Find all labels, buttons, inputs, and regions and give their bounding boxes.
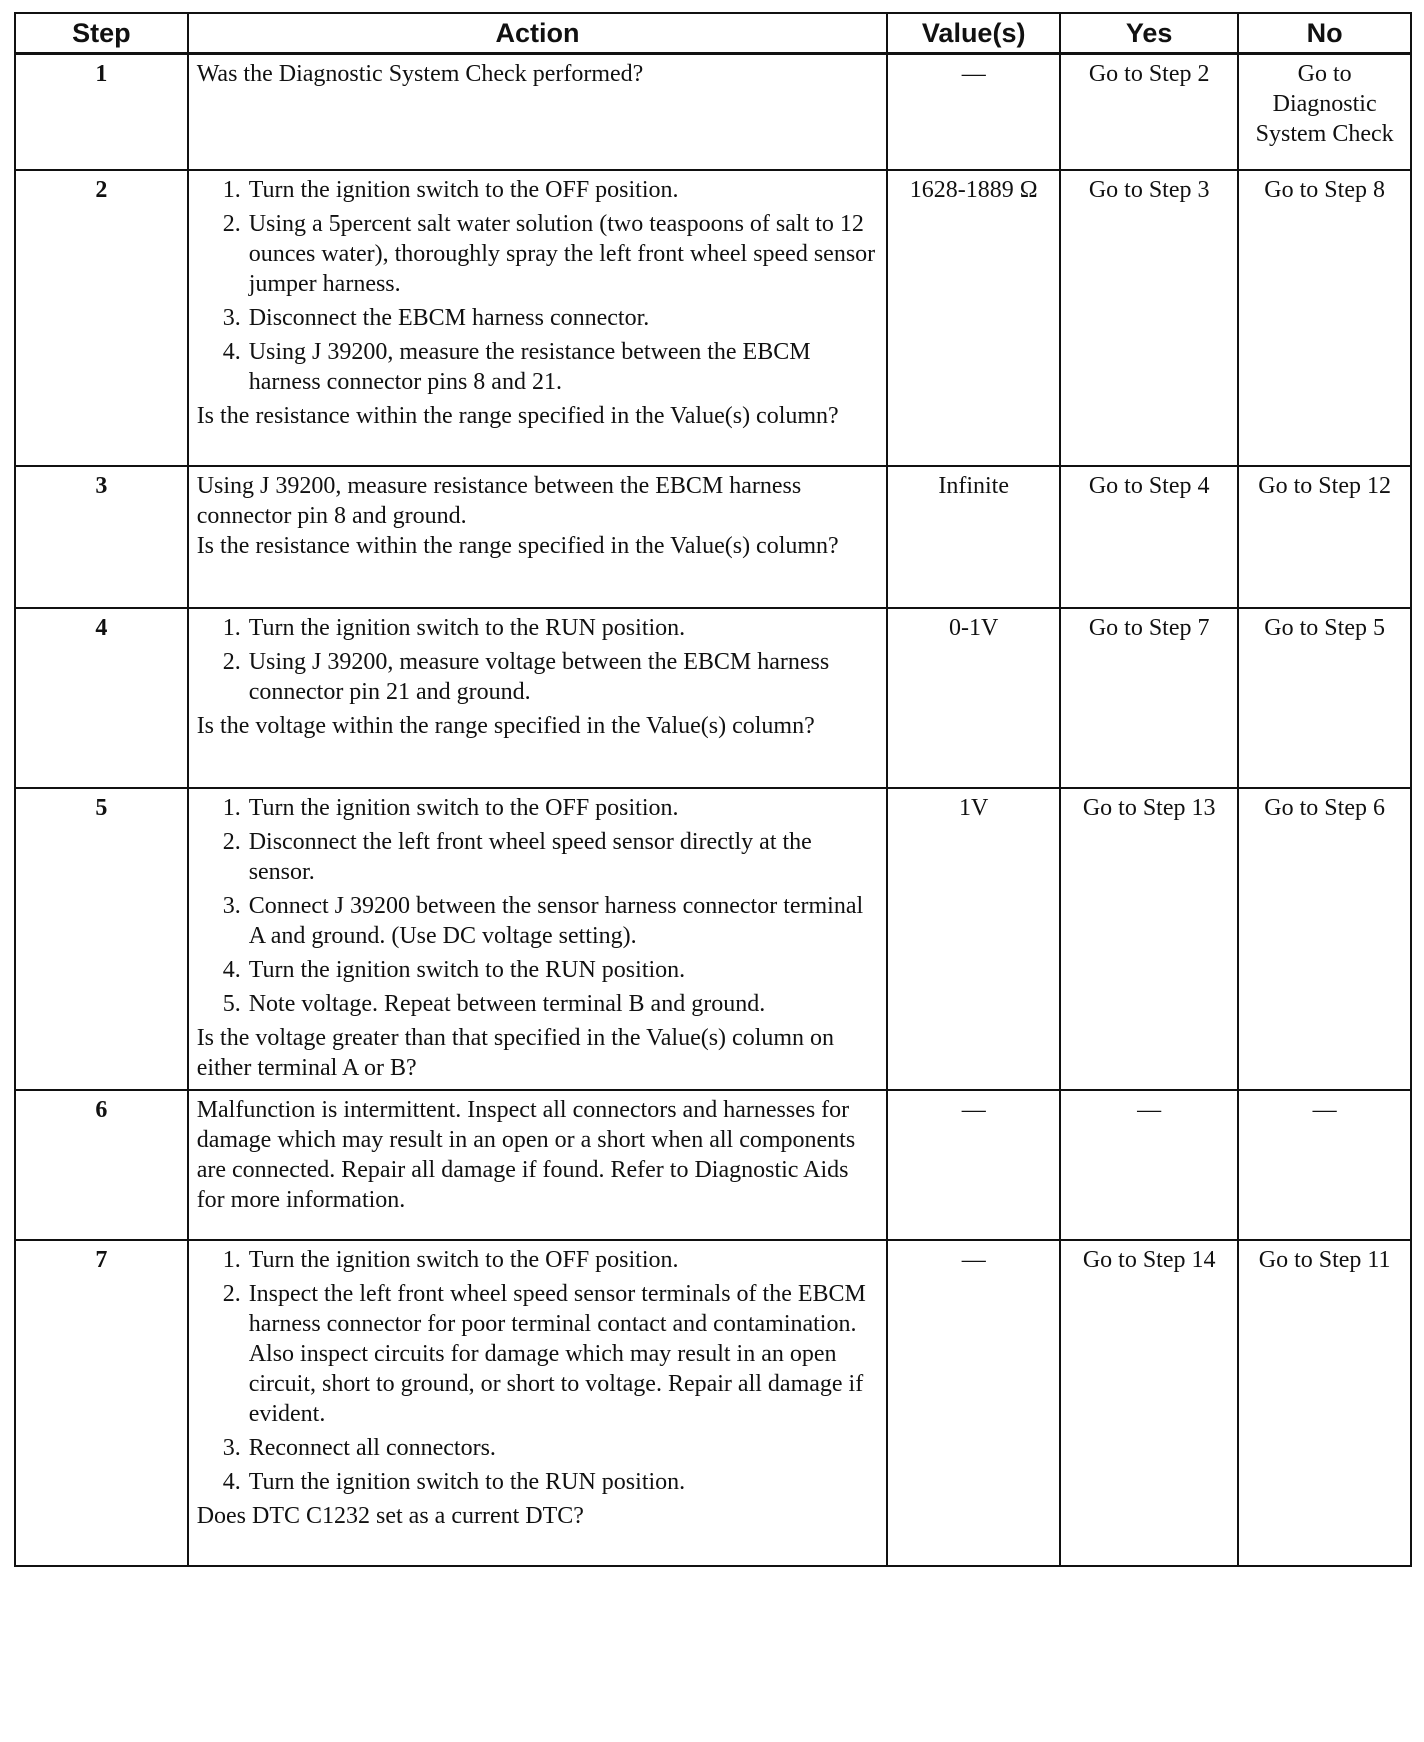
action-cell — [188, 466, 888, 608]
value-cell: 0-1V — [887, 608, 1060, 788]
procedure-list — [197, 793, 879, 1019]
table-row — [15, 54, 1411, 170]
list-item: 2. Using J 39200, measure voltage between the EBCM harness connector pin 21 and ground. — [247, 647, 879, 707]
yes-cell: Go to Step 14 — [1060, 1240, 1238, 1566]
yes-cell: Go to Step 7 — [1060, 608, 1238, 788]
header-yes: Yes — [1060, 13, 1238, 54]
yes-cell: Go to Step 2 — [1060, 54, 1238, 170]
header-step: Step — [15, 13, 188, 54]
step-number: 2 — [15, 170, 188, 466]
diagnostic-table — [14, 12, 1412, 1567]
no-cell: Go to Step 8 — [1238, 170, 1411, 466]
list-item: 2. Inspect the left front wheel speed sensor terminals of the EBCM harness connector for poor terminal contact and contamination. Also inspect circuits for damage which may result in an open circuit, short to ground, or short to voltage. Repair all damage if evident. — [247, 1279, 879, 1429]
step-number: 1 — [15, 54, 188, 170]
value-cell: — — [887, 54, 1060, 170]
table-row — [15, 1240, 1411, 1566]
list-item: 1. Turn the ignition switch to the OFF position. — [247, 793, 879, 823]
table-row — [15, 466, 1411, 608]
step-number: 7 — [15, 1240, 188, 1566]
no-cell: Go to Step 5 — [1238, 608, 1411, 788]
action-cell — [188, 1090, 888, 1240]
procedure-list — [197, 175, 879, 397]
table-row — [15, 1090, 1411, 1240]
value-cell: — — [887, 1240, 1060, 1566]
header-no: No — [1238, 13, 1411, 54]
action-cell — [188, 170, 888, 466]
no-cell: Go to Step 11 — [1238, 1240, 1411, 1566]
action-text: Was the Diagnostic System Check performed? — [196, 61, 644, 87]
yes-cell: — — [1060, 1090, 1238, 1240]
action-text: Using J 39200, measure resistance between the EBCM harness connector pin 8 and ground. — [196, 472, 802, 529]
list-item: 2. Using a 5percent salt water solution (two teaspoons of salt to 12 ounces water), thoroughly spray the left front wheel speed sensor jumper harness. — [247, 209, 879, 299]
list-item: 5. Note voltage. Repeat between terminal B and ground. — [247, 989, 879, 1019]
no-cell: Go to Step 12 — [1238, 466, 1411, 608]
list-item: 3. Reconnect all connectors. — [247, 1433, 879, 1463]
list-item: 1. Turn the ignition switch to the RUN position. — [247, 613, 879, 643]
value-cell: — — [887, 1090, 1060, 1240]
no-cell: Go to Step 6 — [1238, 788, 1411, 1090]
list-item: 3. Connect J 39200 between the sensor harness connector terminal A and ground. (Use DC voltage setting). — [247, 891, 879, 951]
action-cell — [188, 608, 888, 788]
yes-cell: Go to Step 13 — [1060, 788, 1238, 1090]
list-item: 4. Using J 39200, measure the resistance between the EBCM harness connector pins 8 and 21. — [247, 337, 879, 397]
value-cell: Infinite — [887, 466, 1060, 608]
action-question: Is the resistance within the range specified in the Value(s) column? — [196, 532, 839, 559]
action-cell — [188, 1240, 888, 1566]
step-number: 6 — [15, 1090, 188, 1240]
action-cell — [188, 54, 888, 170]
step-number: 4 — [15, 608, 188, 788]
table-header-row — [15, 13, 1411, 54]
action-question: Does DTC C1232 set as a current DTC? — [196, 1502, 584, 1529]
yes-cell: Go to Step 3 — [1060, 170, 1238, 466]
list-item: 2. Disconnect the left front wheel speed sensor directly at the sensor. — [247, 827, 879, 887]
action-text: Malfunction is intermittent. Inspect all connectors and harnesses for damage which may result in an open or a short when all components are connected. Repair all damage if found. Refer to Diagnostic Aids for more information. — [196, 1096, 856, 1213]
action-question: Is the resistance within the range specified in the Value(s) column? — [196, 402, 839, 429]
step-number: 3 — [15, 466, 188, 608]
action-question: Is the voltage within the range specified in the Value(s) column? — [196, 712, 815, 739]
list-item: 1. Turn the ignition switch to the OFF position. — [247, 175, 879, 205]
value-cell: 1628-1889 Ω — [887, 170, 1060, 466]
yes-cell: Go to Step 4 — [1060, 466, 1238, 608]
action-question: Is the voltage greater than that specified in the Value(s) column on either terminal A or B? — [196, 1024, 835, 1081]
list-item: 3. Disconnect the EBCM harness connector. — [247, 303, 879, 333]
list-item: 4. Turn the ignition switch to the RUN position. — [247, 1467, 879, 1497]
table-row — [15, 170, 1411, 466]
list-item: 1. Turn the ignition switch to the OFF position. — [247, 1245, 879, 1275]
no-cell: — — [1238, 1090, 1411, 1240]
value-cell: 1V — [887, 788, 1060, 1090]
no-cell: Go to Diagnostic System Check — [1238, 54, 1411, 170]
header-action: Action — [188, 13, 888, 54]
table-row — [15, 788, 1411, 1090]
list-item: 4. Turn the ignition switch to the RUN position. — [247, 955, 879, 985]
action-cell — [188, 788, 888, 1090]
procedure-list — [197, 613, 879, 707]
header-values: Value(s) — [887, 13, 1060, 54]
table-row — [15, 608, 1411, 788]
step-number: 5 — [15, 788, 188, 1090]
procedure-list — [197, 1245, 879, 1497]
diagnostic-page — [14, 12, 1412, 1567]
